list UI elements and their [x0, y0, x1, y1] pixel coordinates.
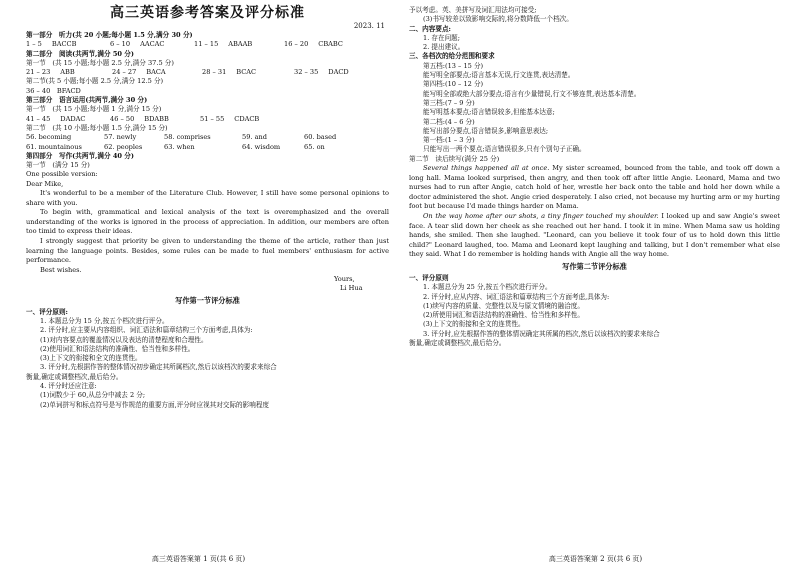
answer-group — [110, 115, 200, 124]
part3-section1-header: 第一节 (共 15 小题;每小题 1 分,满分 15 分) — [26, 105, 162, 114]
standard-line: (2)单词拼写和标点符号是写作规范的重要方面,评分时应视其对交际的影响程度 — [40, 400, 270, 409]
standard-line: 能写明全部要点;语言基本无误,行文连贯,表达清楚。 — [423, 71, 575, 80]
standard-line: (3)上下文的衔接和全文的连贯性。 — [40, 354, 142, 363]
fill-answer: 58. comprises — [164, 133, 211, 142]
standard-line: 3. 评分时,应先根据作答的整体情况确定其所属的档次,然后以该档次的要求来综合 — [423, 329, 660, 338]
scoring-standard-2 — [409, 274, 780, 348]
answer-range: 51 – 55 — [200, 114, 225, 123]
part2-header-text: 第二部分 阅读(共两节,满分 50 分) — [26, 49, 135, 58]
answer-page-2 — [397, 0, 794, 567]
answer-group — [284, 40, 374, 49]
standard-line: (3)上下文的衔接和全文的连贯性。 — [423, 320, 525, 329]
answer-letters: ABAAB — [228, 40, 253, 49]
answer-letters: BACA — [146, 68, 166, 77]
story-body: I looked up and saw Angie's sweet face. A tear slid down her cheek as she reached out her hand. I took it in mine. When Mama saw us holding hands, she smiled. Then she laughed. "Leonard, can you believe it took four of us to hold down this little child?" Leonard laughed, too. Mama and Leonard kept laughing and talking, but I don't remember what else they said. What I do remember is holding hands with Angie all the way home. — [409, 212, 780, 259]
answer-letters: CDACB — [234, 114, 260, 123]
standard-line: 第一档:(1 – 3 分) — [423, 136, 475, 145]
story-lead: Several things happened all at once. — [423, 164, 550, 173]
answer-letters: ABB — [60, 68, 75, 77]
answer-range: 16 – 20 — [284, 40, 309, 49]
standard-line: 2. 评分时,应主要从内容组织、词汇语法和篇章结构三个方面考虑,具体为: — [40, 326, 253, 335]
letter-yours: Yours, — [334, 275, 355, 284]
standard-line: (3)书写较差以致影响交际的,将分数降低一个档次。 — [423, 15, 573, 24]
standard-line: 三、各档次的给分范围和要求 — [409, 52, 495, 61]
part2-section2-answers: 36 – 40 BFACD — [26, 86, 81, 95]
standard-line: (1)续写内容的质量、完整性以及与原文情境的融洽度。 — [423, 301, 584, 310]
answer-range: 11 – 15 — [194, 40, 219, 49]
possible-version-label: One possible version: — [26, 170, 98, 179]
fill-answer: 59. and — [242, 133, 267, 142]
part4-section1-header: 第一节 (满分 15 分) — [26, 161, 90, 170]
standard-line: 第二档:(4 – 6 分) — [423, 117, 475, 126]
standard-line: 1. 本题总分为 15 分,按五个档次进行评分。 — [40, 316, 169, 325]
standard-line: 只能写出一两个要点;语言错误很多,只有个别句子正确。 — [423, 145, 586, 154]
scoring-standard-2-title: 写作第二节评分标准 — [562, 261, 627, 271]
answer-group — [110, 40, 194, 49]
answer-group — [26, 40, 110, 49]
part2-header — [26, 50, 389, 59]
standard-line: 4. 评分时还应注意: — [40, 382, 97, 391]
fill-answer: 62. peoples — [104, 142, 143, 151]
answer-group — [200, 115, 290, 124]
answer-letters: AACAC — [140, 40, 165, 49]
fill-answer: 60. based — [304, 133, 337, 142]
answer-range: 6 – 10 — [110, 40, 131, 49]
standard-line: 能写明全部或绝大部分要点;语言有少量错误,行文不够连贯,表达基本清楚。 — [423, 89, 641, 98]
page-title: 高三英语参考答案及评分标准 — [110, 5, 305, 21]
answer-letters: BACCB — [51, 40, 77, 49]
part3-answers — [26, 115, 389, 124]
standard-line: 衡量,确定或调整档次,最后给分。 — [26, 372, 123, 381]
answer-letters: DADAC — [60, 114, 86, 123]
answer-group — [294, 68, 384, 77]
answer-range: 1 – 5 — [26, 40, 42, 49]
story-paragraph — [409, 164, 780, 212]
letter-paragraph: It's wonderful to be a member of the Literature Club. However, I still have some personal opinions to share with you. — [26, 189, 389, 207]
letter-paragraph: I strongly suggest that priority be given to understanding the theme of the article, rather than just learning the language points. Besides, some rules can be made to fuel members' enthusiasm for active performance. — [26, 237, 389, 265]
fill-answer: 65. on — [304, 142, 325, 151]
letter-closing: Best wishes. — [40, 265, 82, 274]
part3-header: 第三部分 语言运用(共两节,满分 30 分) — [26, 96, 148, 105]
part1-header: 第一部分 听力(共 20 小题;每小题 1.5 分,满分 30 分) — [26, 31, 193, 39]
standard-line: 第二节 读后续写(满分 25 分) — [409, 154, 500, 163]
story-lead: On the way home after our shots, a tiny finger touched my shoulder. — [423, 212, 659, 221]
answer-range: 21 – 23 — [26, 68, 51, 77]
scoring-standard-1 — [26, 308, 389, 410]
scoring-standard-1-continued — [409, 6, 780, 164]
answer-letters: BCAC — [236, 68, 257, 77]
standard-line: 1. 存在问题; — [423, 33, 460, 42]
standard-line: 第三档:(7 – 9 分) — [423, 98, 475, 107]
answer-range: 32 – 35 — [294, 68, 319, 77]
standard-line: 第四档:(10 – 12 分) — [423, 80, 484, 89]
standard-line: 1. 本题总分为 25 分,按五个档次进行评分。 — [423, 283, 552, 292]
standard-line: 二、内容要点: — [409, 24, 451, 33]
standard-line: 2. 评分时,应从内容、词汇语法和篇章结构三个方面考虑,具体为: — [423, 292, 610, 301]
exam-date: 2023. 11 — [353, 22, 385, 30]
fill-answer: 57. newly — [104, 133, 137, 142]
part2-section1-header: 第一节 (共 15 小题;每小题 2.5 分,满分 37.5 分) — [26, 58, 174, 67]
standard-line: 第五档:(13 – 15 分) — [423, 61, 484, 70]
scoring-standard-1-title: 写作第一节评分标准 — [175, 295, 240, 305]
answer-group — [26, 115, 110, 124]
standard-line: 能写出部分要点,语言错误多,影响意思表达; — [423, 126, 549, 135]
standard-line: (1)对内容要点的覆盖情况以及表达的清楚程度和合理性。 — [40, 335, 208, 344]
standard-line: 能写明基本要点;语言错误较多,但能基本达意; — [423, 108, 555, 117]
standard-line: 2. 提出建议。 — [423, 43, 465, 52]
answer-range: 24 – 27 — [112, 68, 137, 77]
answer-letters: CBABC — [318, 40, 343, 49]
standard-line: 予以考虑。英、美拼写及词汇用法均可接受; — [409, 6, 537, 14]
answer-group — [202, 68, 294, 77]
part4-header: 第四部分 写作(共两节,满分 40 分) — [26, 151, 135, 160]
standard-line: 一、评分原则: — [26, 307, 68, 316]
part1-answers — [26, 40, 389, 49]
answer-range: 41 – 45 — [26, 114, 51, 123]
part3-section2-header: 第二节 (共 10 小题;每小题 1.5 分,满分 15 分) — [26, 123, 168, 132]
letter-paragraph: To begin with, grammatical and lexical analysis of the text is overemphasized and the overall understanding of the works is ignored in the process of appreciation. In addition, our members are often too timid to express their ideas. — [26, 208, 389, 236]
fill-answer: 56. becoming — [26, 133, 72, 142]
answer-range: 28 – 31 — [202, 68, 227, 77]
answer-range: 46 – 50 — [110, 114, 135, 123]
part3-words-row2 — [26, 143, 389, 152]
letter-signature: Li Hua — [340, 284, 363, 293]
part2-section2-header: 第二节(共 5 小题;每小题 2.5 分,满分 12.5 分) — [26, 77, 164, 86]
standard-line: (2)所使用词汇和语法结构的准确性、恰当性和多样性。 — [423, 311, 584, 320]
part3-words-row1 — [26, 133, 389, 142]
standard-line: 衡量,确定或调整档次,最后给分。 — [409, 339, 506, 348]
answer-letters: DACD — [328, 68, 349, 77]
page-footer: 高三英语答案第 1 页(共 6 页) — [151, 555, 246, 563]
fill-answer: 63. when — [164, 142, 195, 151]
answer-letters: BDABB — [144, 114, 169, 123]
letter-greeting: Dear Mike, — [26, 179, 64, 188]
answer-group — [194, 40, 284, 49]
standard-line: (2)使用词汇和语法结构的准确性、恰当性和多样性。 — [40, 344, 195, 353]
page-footer: 高三英语答案第 2 页(共 6 页) — [548, 555, 643, 563]
standard-line: (1)词数少于 60,从总分中减去 2 分; — [40, 391, 146, 400]
standard-line: 3. 评分时,先根据作答的整体情况初步确定其所属档次,然后以该档次的要求来综合 — [40, 363, 277, 372]
story-paragraph — [409, 212, 780, 260]
fill-answer: 64. wisdom — [242, 142, 281, 151]
standard-line: 一、评分原则 — [409, 273, 449, 282]
fill-answer: 61. mountainous — [26, 142, 82, 151]
story-body: My sister screamed, bounced from the table, and took off down a long hall. Mama looked surprised, then angry, and then took off after little Angie. Leonard, Mama and two nurses had to run after Angie, catch hold of her, wrestle her back onto the table and hold her down while a doctor administered the shot. Angie cried desperately. I also cried, not because my hurting arm or my hurting foot but because I'd made things harder on Mama. — [409, 164, 780, 211]
